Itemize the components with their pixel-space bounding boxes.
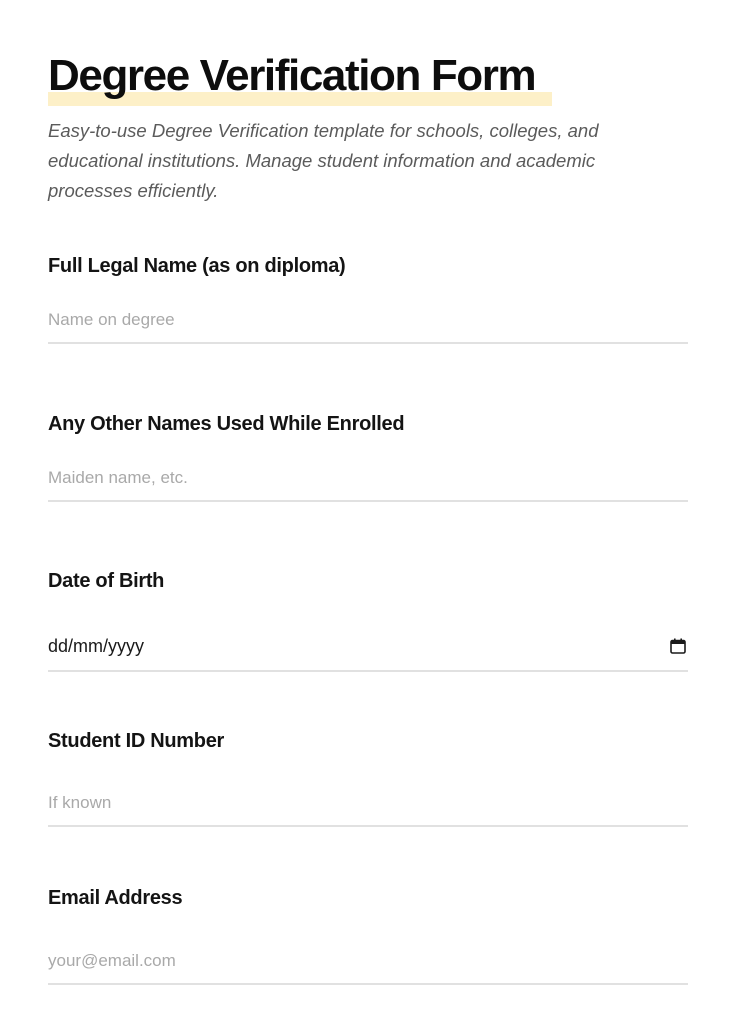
field-date-of-birth (48, 567, 688, 656)
page-title: Degree Verification Form (48, 51, 536, 100)
date-of-birth-placeholder: dd/mm/yyyy (48, 636, 145, 656)
date-of-birth-label: Date of Birth (48, 570, 165, 592)
date-of-birth-input[interactable] (48, 628, 688, 672)
field-student-id (48, 727, 688, 755)
email-label: Email Address (48, 887, 183, 909)
other-names-input[interactable] (48, 462, 688, 502)
student-id-label: Student ID Number (48, 730, 225, 752)
email-input[interactable] (48, 945, 688, 985)
form-description: Easy-to-use Degree Verification template for schools, colleges, and educational institutions. Manage student information and academic processes efficiently. (48, 120, 599, 201)
field-full-name (48, 252, 688, 280)
student-id-input[interactable] (48, 787, 688, 827)
field-email (48, 884, 688, 912)
field-other-names (48, 410, 688, 438)
calendar-icon[interactable] (670, 638, 686, 654)
other-names-label: Any Other Names Used While Enrolled (48, 413, 405, 435)
full-name-input[interactable] (48, 304, 688, 344)
full-name-label: Full Legal Name (as on diploma) (48, 255, 346, 277)
